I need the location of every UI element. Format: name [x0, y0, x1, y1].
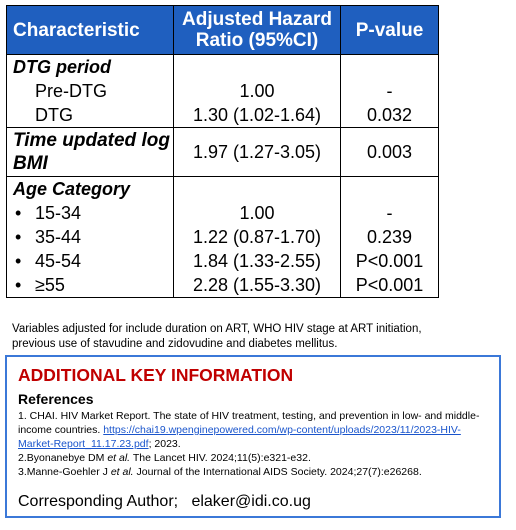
- reference-item: [18, 465, 488, 479]
- p-value: 0.239: [366, 227, 413, 247]
- reference-text: ; 2023.: [148, 438, 181, 450]
- p-value: -: [386, 203, 393, 223]
- references-heading: References: [18, 391, 94, 407]
- hr-cell: [174, 55, 341, 128]
- reference-text: The Lancet HIV. 2024;11(5):e321-e32.: [132, 452, 311, 464]
- hr-value: 1.30 (1.02-1.64): [192, 105, 322, 125]
- group-log-bmi: [7, 128, 174, 177]
- reference-link[interactable]: https://chai19.wpenginepowered.com/wp-content/uploads/2023/11/2023-HIV-Market-Report_11.17.23.pdf: [18, 424, 461, 450]
- group-age-category: [7, 177, 174, 298]
- table-header-row: [7, 6, 439, 55]
- p-value: 0.032: [366, 105, 413, 125]
- reference-text: 1. CHAI. HIV Market Report. The state of HIV treatment, testing, and prevention in low- and middle-income countries.: [18, 410, 480, 436]
- p-value: -: [386, 81, 393, 101]
- hr-value: 2.28 (1.55-3.30): [192, 275, 322, 295]
- group-label: Time updated log BMI: [13, 130, 170, 174]
- bullet-icon: •: [15, 251, 22, 271]
- table-row: [7, 128, 439, 177]
- hr-value: 1.00: [239, 203, 275, 223]
- row-label: ≥55: [35, 275, 65, 295]
- table-footnote: Variables adjusted for include duration on ART, WHO HIV stage at ART initiation, previous use of stavudine and zidovudine and diabetes mellitus.: [12, 323, 422, 350]
- group-dtg-period: [7, 55, 174, 128]
- table-row: [7, 177, 439, 298]
- row-label: 15-34: [35, 203, 82, 223]
- p-value: P<0.001: [355, 275, 424, 295]
- table-row: [7, 55, 439, 128]
- reference-etal: et al.: [110, 466, 134, 478]
- row-label: DTG: [35, 105, 73, 125]
- corresponding-author: [18, 492, 488, 512]
- header-p-value: P-value: [341, 6, 439, 55]
- corresponding-email[interactable]: elaker@idi.co.ug: [191, 493, 311, 510]
- reference-item: [18, 451, 488, 465]
- bullet-icon: •: [15, 227, 22, 247]
- row-label: 45-54: [35, 251, 82, 271]
- row-label: 35-44: [35, 227, 82, 247]
- p-cell: [341, 177, 439, 298]
- header-characteristic: Characteristic: [7, 6, 174, 55]
- p-value: 0.003: [341, 128, 439, 177]
- info-box-title: ADDITIONAL KEY INFORMATION: [18, 365, 294, 385]
- group-label: DTG period: [13, 57, 111, 77]
- bullet-icon: •: [15, 275, 22, 295]
- results-table: [6, 5, 439, 298]
- hr-cell: [174, 177, 341, 298]
- group-label: Age Category: [13, 179, 131, 199]
- corresponding-label: Corresponding Author;: [18, 493, 179, 510]
- header-hazard-ratio: Adjusted Hazard Ratio (95%CI): [174, 6, 341, 55]
- references-list: [18, 409, 488, 479]
- reference-etal: et al.: [107, 452, 131, 464]
- hr-value: 1.97 (1.27-3.05): [174, 128, 341, 177]
- p-cell: [341, 55, 439, 128]
- hr-value: 1.00: [239, 81, 275, 101]
- reference-author: 3.Manne-Goehler J: [18, 466, 108, 478]
- reference-text: Journal of the International AIDS Society. 2024;27(7):e26268.: [136, 466, 422, 478]
- reference-author: 2.Byonanebye DM: [18, 452, 105, 464]
- hr-value: 1.84 (1.33-2.55): [192, 251, 322, 271]
- row-label: Pre-DTG: [35, 81, 107, 101]
- hr-value: 1.22 (0.87-1.70): [192, 227, 322, 247]
- p-value: P<0.001: [355, 251, 424, 271]
- additional-info-box: [5, 355, 501, 518]
- reference-item: [18, 409, 488, 451]
- bullet-icon: •: [15, 203, 22, 223]
